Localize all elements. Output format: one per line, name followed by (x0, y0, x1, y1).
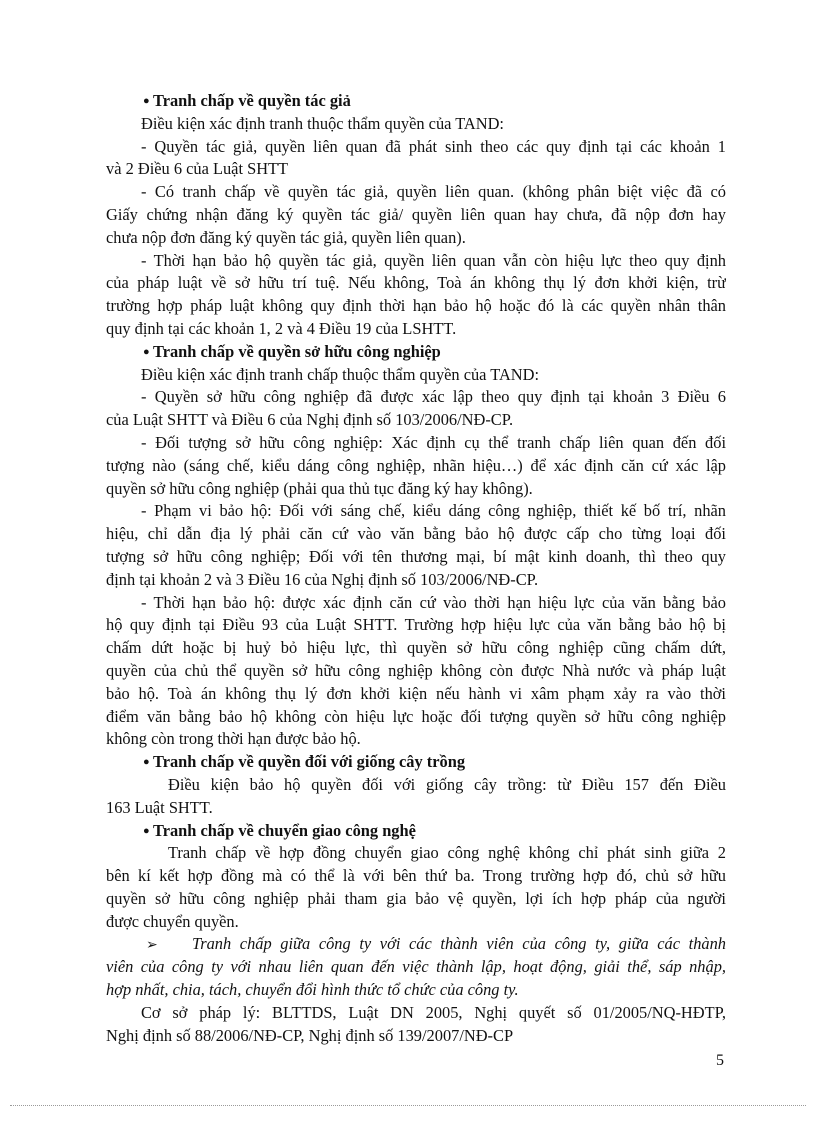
paragraph-line: trường hợp pháp luật không quy định thời hạn bảo hộ hoặc đó là các quyền nhân thân (106, 296, 726, 316)
italic-paragraph-line: viên của công ty với nhau liên quan đến việc thành lập, hoạt động, giải thể, sáp nhập, (106, 957, 726, 977)
footer-divider (10, 1105, 806, 1106)
paragraph-line: chấm dứt hoặc bị huỷ bỏ hiệu lực, thì quyền sở hữu công nghiệp cũng chấm dứt, (106, 638, 726, 658)
arrow-bullet-icon: ➢ (146, 938, 158, 954)
bullet-icon: ● (143, 345, 150, 358)
bullet-icon: ● (143, 824, 150, 837)
paragraph-line: Cơ sở pháp lý: BLTTDS, Luật DN 2005, Nghị quyết số 01/2005/NQ-HĐTP, (141, 1002, 726, 1022)
section-heading (106, 341, 726, 364)
paragraph-line: Nghị định số 88/2006/NĐ-CP, Nghị định số 139/2007/NĐ-CP (106, 1025, 514, 1045)
paragraph-line: - Đối tượng sở hữu công nghiệp: Xác định cụ thể tranh chấp liên quan đến đối (141, 432, 726, 452)
paragraph-line: của Luật SHTT và Điều 6 của Nghị định số 103/2006/NĐ-CP. (106, 410, 514, 430)
paragraph-line: hiệu, chỉ dẫn địa lý phải căn cứ vào văn bằng bảo hộ được cấp cho từng loại đối (106, 524, 726, 544)
paragraph-line: - Quyền tác giả, quyền liên quan đã phát sinh theo các quy định tại các khoản 1 (141, 136, 726, 156)
paragraph-line: hộ quy định tại Điều 93 của Luật SHTT. Trường hợp hiệu lực của văn bằng bảo hộ bị (106, 615, 726, 635)
section-heading (106, 90, 726, 113)
paragraph-line: không còn trong thời hạn được bảo hộ. (106, 729, 361, 749)
paragraph-line: Điều kiện xác định tranh chấp thuộc thẩm quyền của TAND: (141, 364, 540, 384)
heading-text: Tranh chấp về quyền đối với giống cây trồng (153, 752, 466, 772)
paragraph-line: - Phạm vi bảo hộ: Đối với sáng chế, kiểu dáng công nghiệp, thiết kế bố trí, nhãn (141, 501, 726, 521)
italic-paragraph-line: hợp nhất, chia, tách, chuyển đổi hình thức tổ chức của công ty. (106, 980, 519, 1000)
paragraph-line: bảo hộ. Toà án không thụ lý đơn khởi kiện nếu hành vi xâm phạm xảy ra vào thời (106, 683, 726, 703)
paragraph-line: Điều kiện bảo hộ quyền đối với giống cây trồng: từ Điều 157 đến Điều (168, 774, 726, 794)
paragraph-line: quyền sở hữu công nghiệp (phải qua thủ tục đăng ký hay không). (106, 478, 533, 498)
paragraph-line: - Thời hạn bảo hộ: được xác định căn cứ vào thời hạn hiệu lực của văn bằng bảo (141, 592, 726, 612)
bullet-icon: ● (143, 95, 150, 107)
paragraph-line: tượng nào (sáng chế, kiểu dáng công nghiệp, nhãn hiệu…) để xác định căn cứ xác lập (106, 455, 726, 475)
paragraph-line: - Thời hạn bảo hộ quyền tác giả, quyền liên quan vẫn còn hiệu lực theo quy định (141, 250, 726, 270)
paragraph-line: Điều kiện xác định tranh thuộc thẩm quyền của TAND: (141, 113, 504, 133)
heading-text: Tranh chấp về chuyển giao công nghệ (153, 820, 416, 840)
italic-text: Tranh chấp giữa công ty với các thành viên của công ty, giữa các thành (192, 934, 726, 954)
paragraph-line: - Có tranh chấp về quyền tác giả, quyền liên quan. (không phân biệt việc đã có (141, 182, 726, 202)
paragraph-line: chưa nộp đơn đăng ký quyền tác giả, quyền liên quan). (106, 227, 466, 247)
paragraph-line: và 2 Điều 6 của Luật SHTT (106, 159, 289, 179)
paragraph-line: quyền sở hữu công nghiệp phải tham gia bảo vệ quyền, lợi ích hợp pháp của người (106, 888, 726, 908)
paragraph-line: 163 Luật SHTT. (106, 797, 213, 817)
heading-text: Tranh chấp về quyền tác giả (153, 91, 351, 110)
section-heading (106, 751, 726, 774)
paragraph-line: - Quyền sở hữu công nghiệp đã được xác lập theo quy định tại khoản 3 Điều 6 (141, 387, 726, 407)
paragraph-line: quy định tại các khoản 1, 2 và 4 Điều 19 của LSHTT. (106, 318, 457, 338)
paragraph-line: tượng sở hữu công nghiệp; Đối với tên thương mại, bí mật kinh doanh, thì theo quy (106, 546, 726, 566)
page-number: 5 (716, 1052, 724, 1069)
italic-paragraph-line (106, 933, 726, 956)
paragraph-line: Giấy chứng nhận đăng ký quyền tác giả/ quyền liên quan hay chưa, đã nộp đơn hay (106, 204, 726, 224)
heading-text: Tranh chấp về quyền sở hữu công nghiệp (153, 341, 441, 361)
paragraph-line: Tranh chấp về hợp đồng chuyển giao công nghệ không chỉ phát sinh giữa 2 (168, 843, 726, 863)
paragraph-line: điểm văn bằng bảo hộ không còn hiệu lực hoặc đối tượng quyền sở hữu công nghiệp (106, 706, 726, 726)
paragraph-line: bên kí kết hợp đồng mà có thể là với bên thứ ba. Trong trường hợp đó, chủ sở hữu (106, 866, 726, 886)
paragraph-line: quyền của chủ thể quyền sở hữu công nghiệp không còn được Nhà nước và pháp luật (106, 660, 726, 680)
document-body (106, 90, 726, 1047)
bullet-icon: ● (143, 756, 150, 769)
paragraph-line: của pháp luật về sở hữu trí tuệ. Nếu không, Toà án không thụ lý đơn khởi kiện, trừ (106, 273, 726, 293)
paragraph-line: định tại khoản 2 và 3 Điều 16 của Nghị định số 103/2006/NĐ-CP. (106, 569, 539, 589)
section-heading (106, 820, 726, 843)
paragraph-line: được chuyển quyền. (106, 911, 239, 931)
